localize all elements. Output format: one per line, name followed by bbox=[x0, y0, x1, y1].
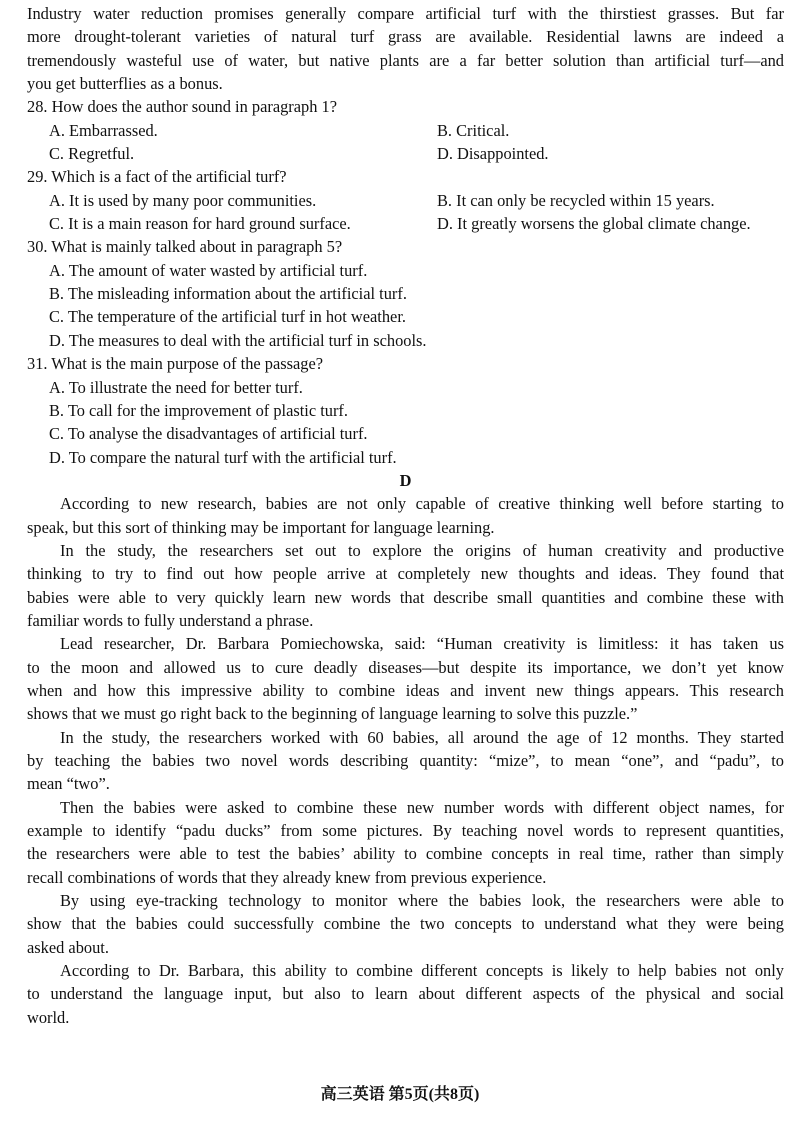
paragraph-line: by teaching the babies two novel words describing quantity: “mize”, to mean “one”, and “padu”, to bbox=[27, 751, 784, 770]
question-stem: 30. What is mainly talked about in paragraph 5? bbox=[27, 237, 343, 257]
answer-option-row bbox=[27, 189, 784, 212]
answer-option: B. To call for the improvement of plastic turf. bbox=[49, 400, 348, 420]
paragraph bbox=[27, 959, 784, 1029]
paragraph-line: Industry water reduction promises generally compare artificial turf with the thirstiest grasses. But far bbox=[27, 4, 784, 23]
answer-option: C. It is a main reason for hard ground surface. bbox=[49, 214, 351, 234]
question-stem: 29. Which is a fact of the artificial turf? bbox=[27, 167, 287, 187]
paragraph-line: According to new research, babies are not only capable of creative thinking well before starting to bbox=[60, 494, 784, 514]
answer-option: B. The misleading information about the artificial turf. bbox=[49, 284, 407, 304]
answer-option-row bbox=[27, 119, 784, 142]
paragraph-line: when and how this impressive ability to combine ideas and invent new things appears. This research bbox=[27, 680, 784, 700]
paragraph bbox=[27, 539, 784, 632]
answer-option-row bbox=[27, 212, 784, 235]
paragraph bbox=[27, 632, 784, 725]
paragraph-line: speak, but this sort of thinking may be important for language learning. bbox=[27, 517, 495, 537]
answer-option: C. The temperature of the artificial turf in hot weather. bbox=[49, 307, 406, 327]
answer-option: A. To illustrate the need for better turf. bbox=[49, 377, 303, 397]
paragraph-line: According to Dr. Barbara, this ability to combine different concepts is likely to help babies not only bbox=[60, 961, 784, 981]
paragraph-line: recall combinations of words that they already knew from previous experience. bbox=[27, 867, 547, 887]
paragraph-line: tremendously wasteful use of water, but native plants are a far better solution than artificial turf—and bbox=[27, 50, 784, 70]
answer-option: C. Regretful. bbox=[49, 144, 135, 164]
answer-option: C. To analyse the disadvantages of artificial turf. bbox=[49, 424, 368, 444]
answer-option: D. Disappointed. bbox=[437, 144, 549, 164]
answer-option: B. It can only be recycled within 15 years. bbox=[437, 190, 715, 210]
answer-option: D. The measures to deal with the artificial turf in schools. bbox=[49, 330, 427, 350]
paragraph-line: Lead researcher, Dr. Barbara Pomiechowska, said: “Human creativity is limitless: it has taken us bbox=[60, 634, 784, 654]
answer-option: D. It greatly worsens the global climate change. bbox=[437, 214, 751, 234]
answer-option: D. To compare the natural turf with the artificial turf. bbox=[49, 447, 397, 467]
paragraph-line: familiar words to fully understand a phrase. bbox=[27, 610, 314, 630]
paragraph-line: to understand the language input, but also to learn about different aspects of the physical and social bbox=[27, 984, 784, 1004]
answer-option: A. Embarrassed. bbox=[49, 120, 158, 140]
paragraph-line: mean “two”. bbox=[27, 774, 110, 794]
section-heading: D bbox=[399, 470, 412, 490]
document-page bbox=[27, 2, 784, 1029]
paragraph-line: By using eye-tracking technology to monitor where the babies look, the researchers were able to bbox=[60, 891, 784, 911]
paragraph bbox=[27, 2, 784, 95]
paragraph-line: more drought-tolerant varieties of natural turf grass are available. Residential lawns are indeed a bbox=[27, 27, 784, 47]
paragraph-line: shows that we must go right back to the beginning of language learning to solve this puzzle.” bbox=[27, 704, 638, 724]
paragraph-line: world. bbox=[27, 1007, 70, 1027]
answer-option: A. The amount of water wasted by artificial turf. bbox=[49, 260, 368, 280]
paragraph bbox=[27, 889, 784, 959]
paragraph-line: babies were able to very quickly learn new words that describe small quantities and combine these with bbox=[27, 587, 784, 607]
paragraph-line: the researchers were able to test the babies’ ability to combine concepts in real time, rather than simply bbox=[27, 844, 784, 864]
paragraph-line: In the study, the researchers worked with 60 babies, all around the age of 12 months. They started bbox=[60, 727, 784, 747]
paragraph bbox=[27, 726, 784, 796]
paragraph-line: thinking to try to find out how people arrive at completely new thoughts and ideas. They found that bbox=[27, 564, 784, 584]
question-stem: 31. What is the main purpose of the passage? bbox=[27, 354, 324, 374]
page-footer: 高三英语 第5页(共8页) bbox=[320, 1086, 480, 1103]
paragraph-line: example to identify “padu ducks” from some pictures. By teaching novel words to represent quantities, bbox=[27, 821, 784, 841]
paragraph-line: Then the babies were asked to combine these new number words with different object names, for bbox=[60, 797, 784, 817]
paragraph bbox=[27, 492, 784, 539]
answer-option: B. Critical. bbox=[437, 120, 510, 140]
paragraph-line: to the moon and allowed us to cure deadly diseases—but despite its importance, we don’t yet know bbox=[27, 657, 784, 677]
paragraph bbox=[27, 796, 784, 889]
paragraph-line: show that the babies could successfully combine the two concepts to understand what they were being bbox=[27, 914, 784, 934]
paragraph-line: asked about. bbox=[27, 937, 109, 957]
answer-option: A. It is used by many poor communities. bbox=[49, 190, 317, 210]
answer-option-row bbox=[27, 142, 784, 165]
question-stem: 28. How does the author sound in paragraph 1? bbox=[27, 97, 337, 117]
paragraph-line: you get butterflies as a bonus. bbox=[27, 74, 223, 94]
paragraph-line: In the study, the researchers set out to explore the origins of human creativity and productive bbox=[60, 540, 784, 560]
